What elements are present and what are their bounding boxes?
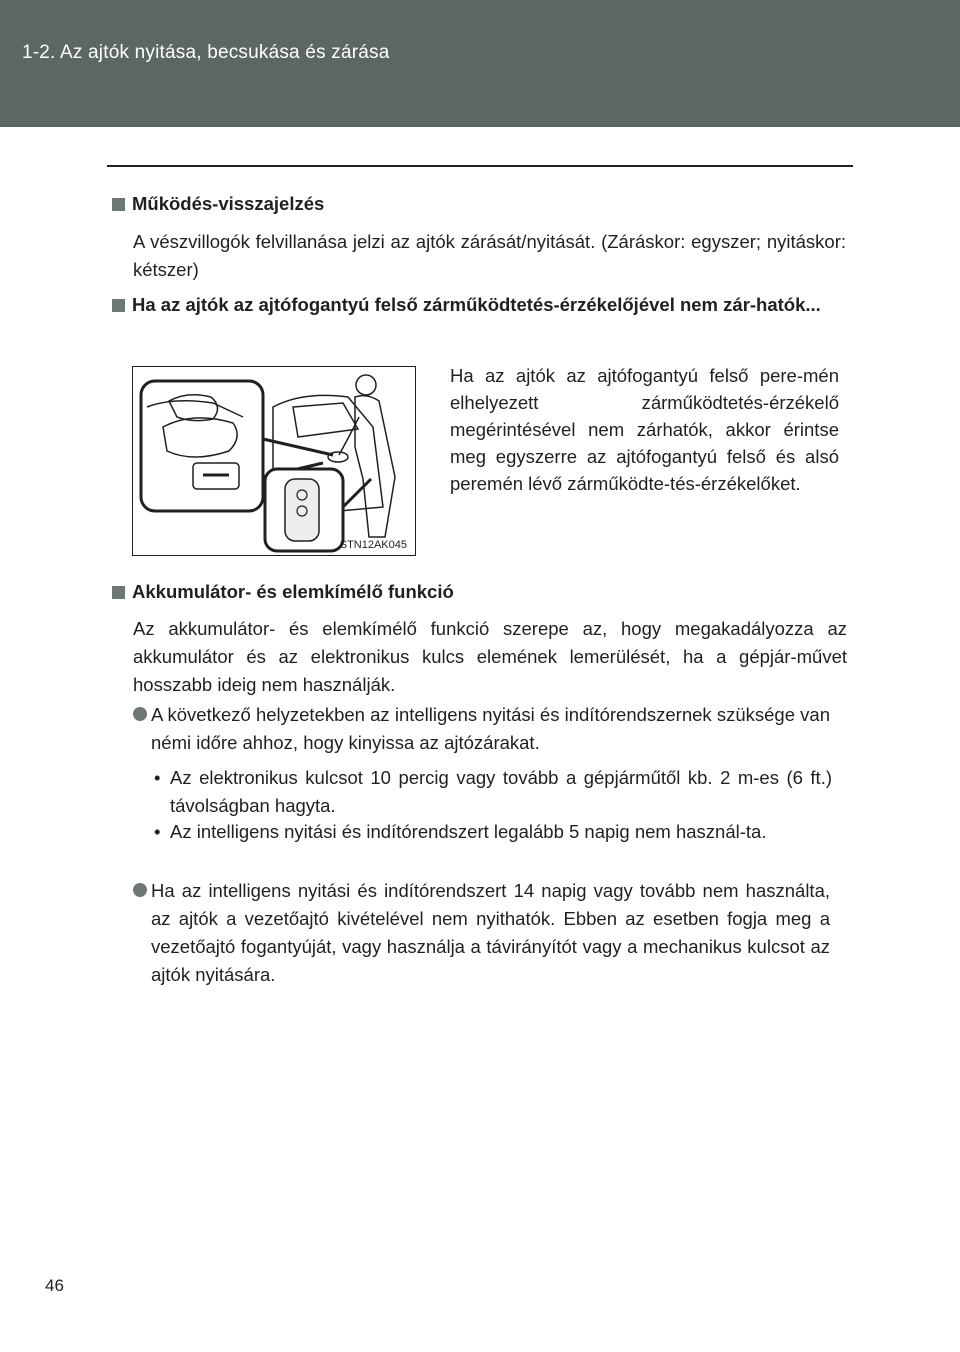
square-bullet-icon [112,198,125,211]
circle-bullet-icon [133,883,147,897]
not-lockable-body: Ha az ajtók az ajtófogantyú felső pere-mén elhelyezett zárműködtetés-érzékelő megérintésével nem zárhatók, akkor érintse meg egyszerre az ajtófogantyú felső és alsó peremén lévő zárműködte-tés-érzékelőket. [450,365,839,494]
header-band [0,0,960,127]
square-bullet-icon [112,299,125,312]
list-item: A következő helyzetekben az intelligens nyitási és indítórendszernek szüksége van némi időre ahhoz, hogy kinyissa az ajtózárakat. [133,701,830,757]
door-handle-illustration [132,366,416,556]
car-and-key-drawing [133,367,415,555]
battery-saver-heading: Akkumulátor- és elemkímélő funkció [112,578,454,606]
list-item: • Az elektronikus kulcsot 10 percig vagy tovább a gépjárműtől kb. 2 m-es (6 ft.) távolságban hagyta. [152,764,832,820]
dot-bullet-icon: • [154,767,161,788]
list-item: • Az intelligens nyitási és indítórendszert legalább 5 napig nem használ-ta. [152,818,832,846]
square-bullet-icon [112,586,125,599]
top-divider [107,165,853,167]
dot-bullet-icon: • [154,821,161,842]
battery-saver-body: Az akkumulátor- és elemkímélő funkció szerepe az, hogy megakadályozza az akkumulátor és az elektronikus kulcs elemének lemerülését, ha a gépjár-művet hosszabb ideig nem használják. [133,618,847,695]
not-lockable-heading: Ha az ajtók az ajtófogantyú felső zárműködtetés-érzékelőjével nem zár-hatók... [112,291,847,319]
feedback-heading: Működés-visszajelzés [112,190,324,218]
feedback-body: A vészvillogók felvillanása jelzi az ajtók zárását/nyitását. (Záráskor: egyszer; nyitáskor: kétszer) [133,231,846,280]
circle-bullet-icon [133,707,147,721]
figure-code: STN12AK045 [339,539,407,551]
section-title: 1-2. Az ajtók nyitása, becsukása és zárása [22,42,390,63]
page-number: 46 [45,1276,64,1295]
list-item: Ha az intelligens nyitási és indítórendszert 14 napig vagy tovább nem használta, az ajtók a vezetőajtó kivételével nem nyithatók. Ebben az esetben fogja meg a vezetőajtó fogantyúját, vagy használja a távirányítót vagy a mechanikus kulcsot az ajtók nyitására. [133,877,830,989]
